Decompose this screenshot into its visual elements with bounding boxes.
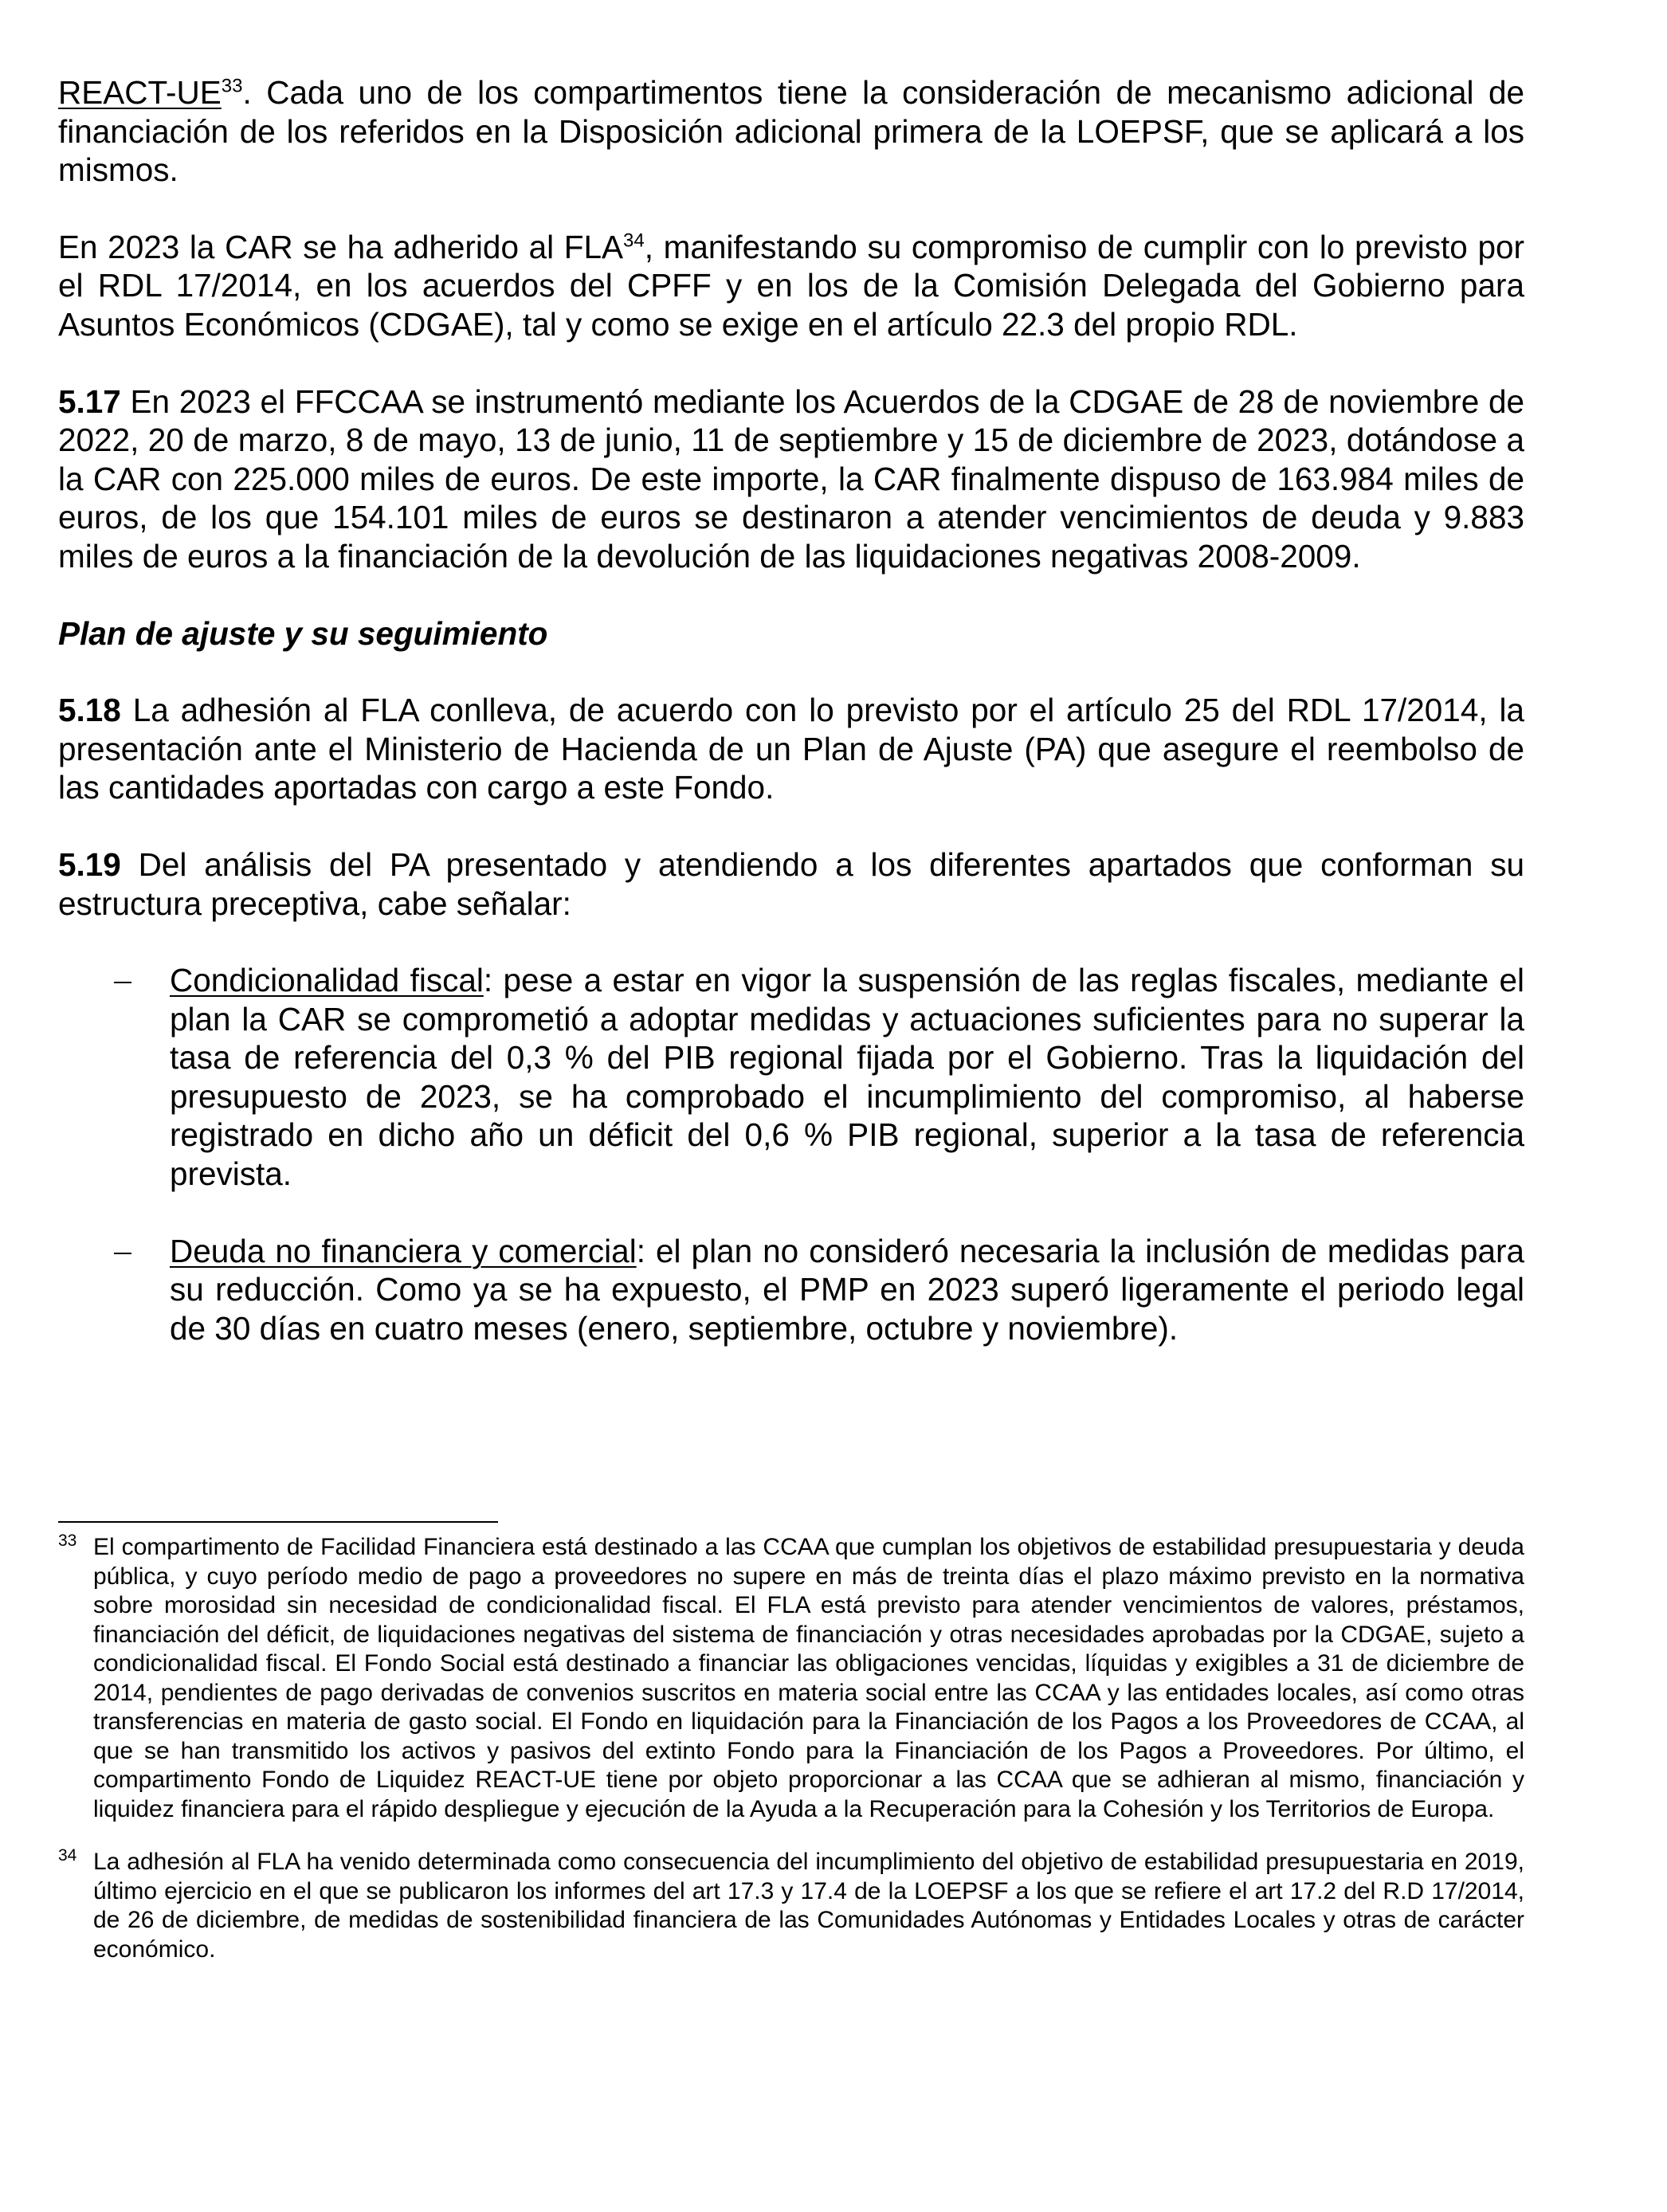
paragraph-text: , manifestando su compromiso de cumplir con lo previsto por el RDL 17/2014, en los acuerdos del CPFF y en los de la Comisión Delegada del Gobierno para Asuntos Económicos (CDGAE), tal y como se exige en el artículo 22.3 del propio RDL.: [58, 228, 1524, 343]
footnote-33: [58, 1533, 1524, 1824]
paragraph-5-17: [58, 382, 1524, 576]
document-body: [58, 73, 1524, 1386]
bullet-list: [58, 961, 1524, 1347]
react-ue-term: REACT-UE: [58, 74, 222, 111]
footnote-number: 34: [58, 1846, 77, 1865]
footnote-number: 33: [58, 1532, 77, 1550]
bullet-term: Condicionalidad fiscal: [170, 962, 484, 999]
paragraph-fla-adhesion: [58, 228, 1524, 344]
paragraph-text: En 2023 la CAR se ha adherido al FLA: [58, 228, 624, 265]
list-item: [58, 1232, 1524, 1348]
list-item: [58, 961, 1524, 1194]
paragraph-5-18: [58, 691, 1524, 807]
paragraph-text: En 2023 el FFCCAA se instrumentó mediante los Acuerdos de la CDGAE de 28 de noviembre de 2022, 20 de marzo, 8 de mayo, 13 de junio, 11 de septiembre y 15 de diciembre de 2023, dotándose a la CAR con 225.000 miles de euros. De este importe, la CAR finalmente dispuso de 163.984 miles de euros, de los que 154.101 miles de euros se destinaron a atender vencimientos de deuda y 9.883 miles de euros a la financiación de la devolución de las liquidaciones negativas 2008-2009.: [58, 382, 1524, 575]
paragraph-5-19: [58, 845, 1524, 923]
paragraph-text: . Cada uno de los compartimentos tiene la consideración de mecanismo adicional de financiación de los referidos en la Disposición adicional primera de la LOEPSF, que se aplicará a los mismos.: [58, 74, 1524, 189]
footnote-text: La adhesión al FLA ha venido determinada como consecuencia del incumplimiento del objetivo de estabilidad presupuestaria en 2019, último ejercicio en el que se publicaron los informes del art 17.3 y 17.4 de la LOEPSF a los que se refiere el art 17.2 del R.D 17/2014, de 26 de diciembre, de medidas de sostenibilidad financiera de las Comunidades Autónomas y Entidades Locales y otras de carácter económico.: [93, 1849, 1524, 1963]
footnote-ref-33[interactable]: 33: [221, 75, 243, 97]
paragraph-number: 5.18: [58, 692, 121, 729]
section-heading: Plan de ajuste y su seguimiento: [58, 614, 548, 652]
paragraph-number: 5.17: [58, 382, 121, 420]
footnote-separator: [58, 1521, 498, 1523]
paragraph-number: 5.19: [58, 845, 121, 883]
footnote-ref-34[interactable]: 34: [623, 229, 645, 252]
bullet-text: : pese a estar en vigor la suspensión de las reglas fiscales, mediante el plan la CAR se comprometió a adoptar medidas y actuaciones suficientes para no superar la tasa de referencia del 0,3 % del PIB regional fijada por el Gobierno. Tras la liquidación del presupuesto de 2023, se ha comprobado el incumplimiento del compromiso, al haberse registrado en dicho año un déficit del 0,6 % PIB regional, superior a la tasa de referencia prevista.: [170, 962, 1524, 1193]
bullet-term: Deuda no financiera y comercial: [170, 1232, 637, 1269]
footnote-text: El compartimento de Facilidad Financiera está destinado a las CCAA que cumplan los objetivos de estabilidad presupuestaria y deuda pública, y cuyo período medio de pago a proveedores no supere en más de treinta días el plazo máximo previsto en la normativa sobre morosidad sin necesidad de condicionalidad fiscal. El FLA está previsto para atender vencimientos de valores, préstamos, financiación del déficit, de liquidaciones negativas del sistema de financiación y otras necesidades aprobadas por la CDGAE, sujeto a condicionalidad fiscal. El Fondo Social está destinado a financiar las obligaciones vencidas, líquidas y exigibles a 31 de diciembre de 2014, pendientes de pago derivadas de convenios suscritos en materia social entre las CCAA y las entidades locales, así como otras transferencias en materia de gasto social. El Fondo en liquidación para la Financiación de los Pagos a los Proveedores de CCAA, al que se han transmitido los activos y pasivos del extinto Fondo para la Financiación de los Pagos a Proveedores. Por último, el compartimento Fondo de Liquidez REACT-UE tiene por objeto proporcionar a las CCAA que se adhieran al mismo, financiación y liquidez financiera para el rápido despliegue y ejecución de la Ayuda a la Recuperación para la Cohesión y los Territorios de Europa.: [93, 1534, 1524, 1822]
paragraph-text: La adhesión al FLA conlleva, de acuerdo con lo previsto por el artículo 25 del RDL 17/2014, la presentación ante el Ministerio de Hacienda de un Plan de Ajuste (PA) que asegure el reembolso de las cantidades aportadas con cargo a este Fondo.: [58, 692, 1524, 806]
paragraph-text: Del análisis del PA presentado y atendiendo a los diferentes apartados que conforman su estructura preceptiva, cabe señalar:: [58, 845, 1524, 922]
footnote-34: [58, 1848, 1524, 1964]
footnotes: [58, 1533, 1524, 1988]
paragraph-react-ue: [58, 73, 1524, 190]
bullet-text: : el plan no consideró necesaria la inclusión de medidas para su reducción. Como ya se ha expuesto, el PMP en 2023 superó ligeramente el periodo legal de 30 días en cuatro meses (enero, septiembre, octubre y noviembre).: [170, 1232, 1524, 1347]
